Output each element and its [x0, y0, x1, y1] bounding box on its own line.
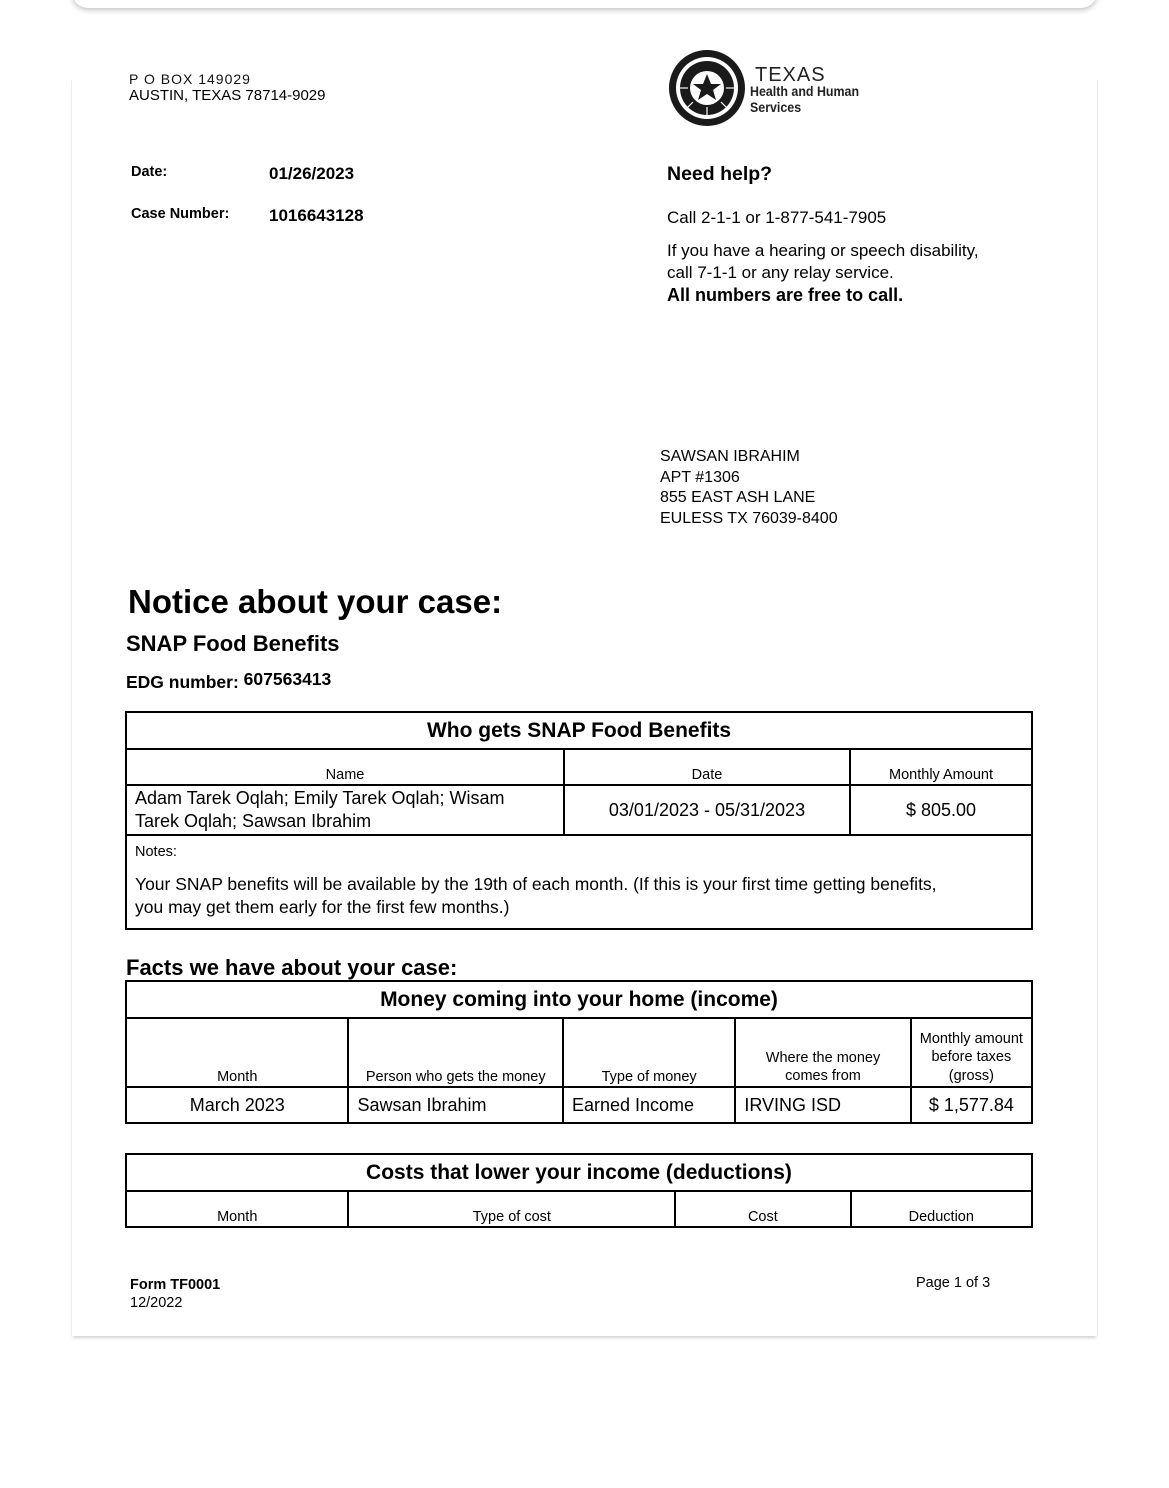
col-month: Month	[126, 1191, 348, 1227]
income-table	[125, 980, 1033, 1124]
col-person: Person who gets the money	[348, 1018, 562, 1087]
names-line2: Tarek Oqlah; Sawsan Ibrahim	[135, 811, 372, 831]
edg-label: EDG number:	[126, 672, 239, 692]
logo-state: TEXAS	[755, 64, 826, 86]
col-amount-line2: before taxes	[931, 1049, 1012, 1065]
logo-agency	[750, 84, 859, 116]
case-number-value: 1016643128	[269, 206, 364, 225]
sender-city: AUSTIN, TEXAS 78714-9029	[129, 87, 326, 104]
income-person: Sawsan Ibrahim	[348, 1087, 562, 1123]
form-number: Form TF0001	[130, 1277, 221, 1293]
col-where-line1: Where the money	[765, 1050, 881, 1066]
help-hearing-line1: If you have a hearing or speech disability,	[667, 241, 979, 260]
deductions-table	[125, 1153, 1033, 1228]
col-type: Type of money	[563, 1018, 735, 1087]
recipient-street: 855 EAST ASH LANE	[660, 489, 816, 506]
texas-seal-icon	[669, 74, 747, 130]
top-card-edge	[72, 0, 1097, 8]
beneficiary-names	[126, 785, 564, 835]
col-gross-amount	[911, 1018, 1032, 1087]
col-date: Date	[564, 749, 850, 785]
col-cost-type: Type of cost	[348, 1191, 675, 1227]
who-gets-title: Who gets SNAP Food Benefits	[126, 712, 1032, 749]
logo-line2: Services	[750, 100, 802, 115]
col-where-line2: comes from	[785, 1068, 861, 1084]
col-cost: Cost	[675, 1191, 850, 1227]
date-label: Date:	[131, 164, 168, 180]
edg-value: 607563413	[243, 669, 332, 689]
form-info	[130, 1276, 220, 1312]
col-deduction: Deduction	[851, 1191, 1032, 1227]
notes-cell	[126, 835, 1032, 929]
sender-address	[129, 71, 326, 106]
notes-line1: Your SNAP benefits will be available by the 19th of each month. (If this is your first time getting benefits,	[135, 874, 937, 894]
recipient-apt: APT #1306	[660, 468, 740, 486]
recipient-address	[660, 447, 838, 529]
sender-pobox: P O BOX 149029	[129, 71, 251, 87]
logo-line1: Health and Human	[750, 84, 860, 99]
form-date: 12/2022	[130, 1295, 183, 1311]
letter-page	[71, 64, 1098, 1336]
income-month: March 2023	[126, 1087, 348, 1123]
col-amount-line3: (gross)	[948, 1067, 994, 1084]
income-type: Earned Income	[563, 1087, 735, 1123]
notes-label: Notes:	[135, 844, 177, 860]
names-line1: Adam Tarek Oqlah; Emily Tarek Oqlah; Wisam	[135, 788, 505, 808]
case-number-label: Case Number:	[131, 206, 230, 222]
col-amount-line1: Monthly amount	[919, 1030, 1023, 1047]
notes-text	[135, 873, 1023, 919]
program-name: SNAP Food Benefits	[126, 631, 340, 656]
facts-title: Facts we have about your case:	[126, 955, 458, 980]
recipient-city: EULESS TX 76039-8400	[660, 509, 838, 527]
help-phone: Call 2-1-1 or 1-877-541-7905	[667, 208, 887, 227]
edg-number	[126, 669, 332, 693]
help-hearing-line2: call 7-1-1 or any relay service.	[667, 263, 894, 282]
help-free-note: All numbers are free to call.	[667, 285, 904, 305]
deductions-title: Costs that lower your income (deductions)	[126, 1154, 1032, 1191]
date-value: 01/26/2023	[269, 164, 355, 183]
help-hearing	[667, 240, 1047, 306]
notes-line2: you may get them early for the first few months.)	[135, 897, 510, 917]
benefit-amount: $ 805.00	[850, 785, 1032, 835]
col-month: Month	[126, 1018, 348, 1087]
income-source: IRVING ISD	[735, 1087, 910, 1123]
recipient-name: SAWSAN IBRAHIM	[660, 448, 800, 465]
table-row	[126, 785, 1032, 835]
page-number: Page 1 of 3	[916, 1275, 991, 1291]
table-row	[126, 1087, 1032, 1123]
income-title: Money coming into your home (income)	[126, 981, 1032, 1018]
help-title: Need help?	[667, 163, 773, 185]
who-gets-table	[125, 711, 1033, 930]
col-where	[735, 1018, 910, 1087]
col-monthly-amount: Monthly Amount	[850, 749, 1032, 785]
income-amount: $ 1,577.84	[911, 1087, 1032, 1123]
notice-title: Notice about your case:	[128, 583, 503, 620]
col-name: Name	[126, 749, 564, 785]
benefit-date-range: 03/01/2023 - 05/31/2023	[564, 785, 850, 835]
hhs-logo	[669, 64, 860, 135]
